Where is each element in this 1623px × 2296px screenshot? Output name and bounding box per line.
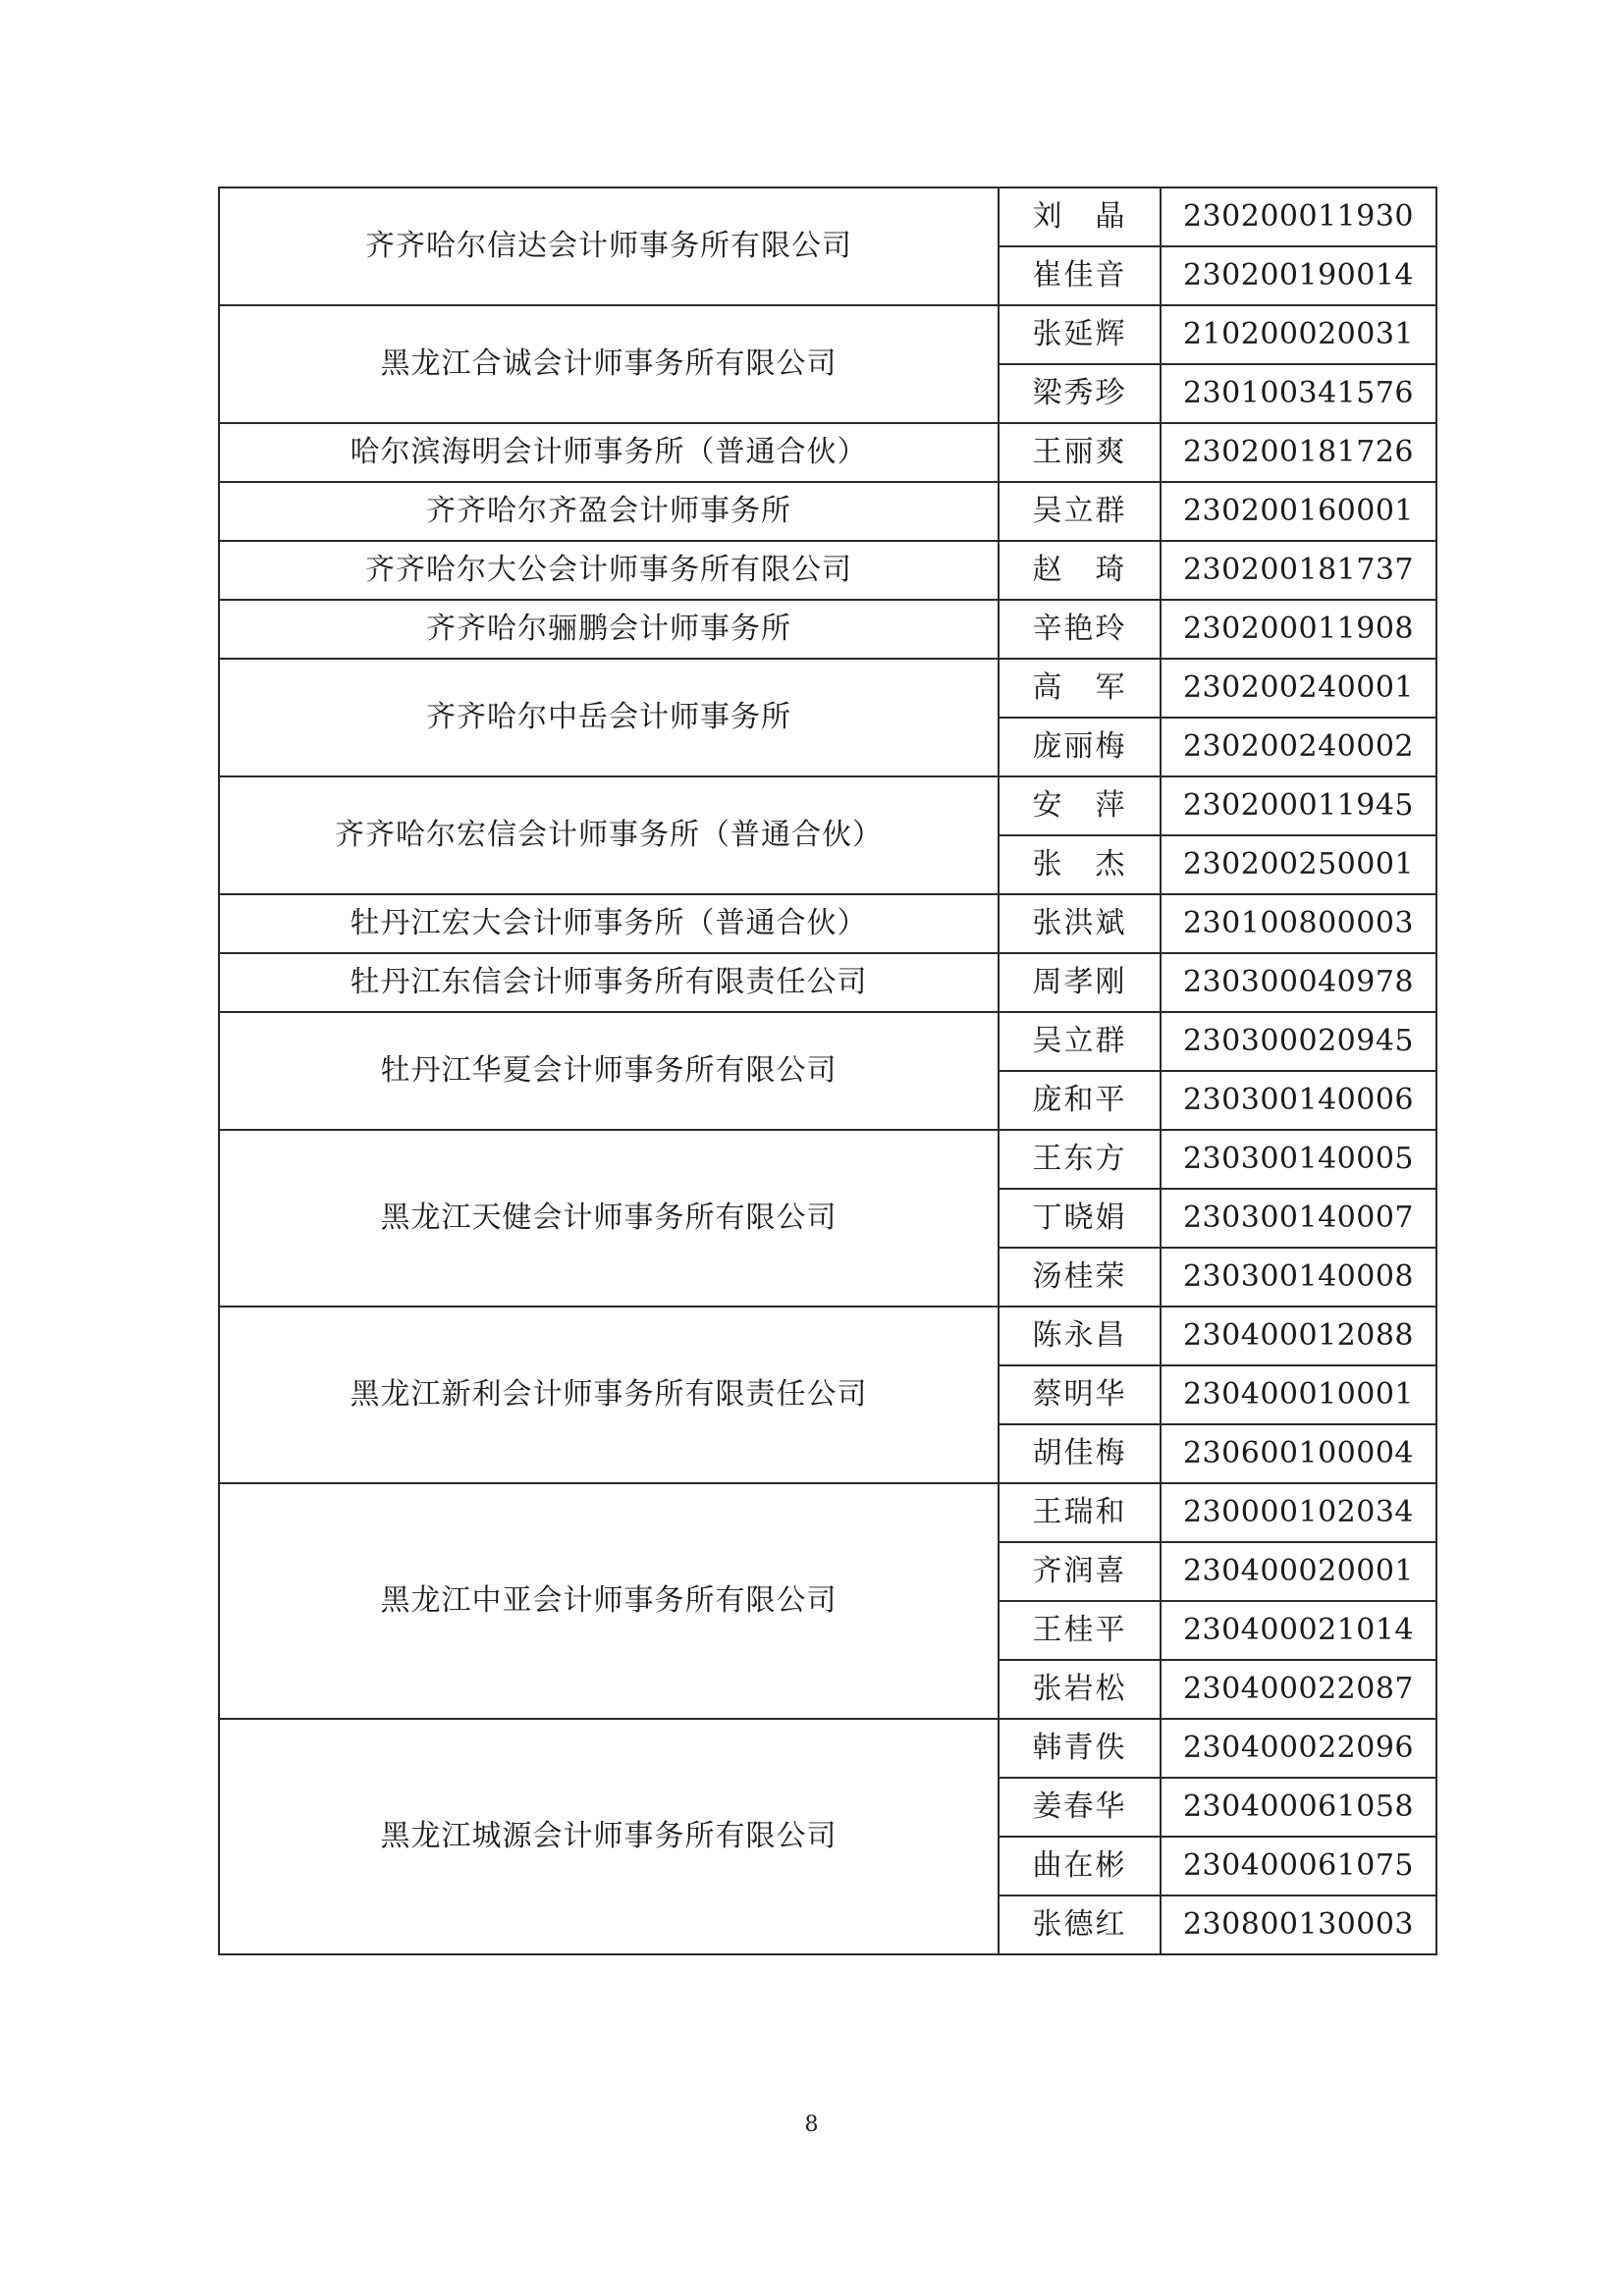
accountant-name-cell: 王瑞和 <box>999 1483 1161 1542</box>
accountant-name-cell: 周孝刚 <box>999 953 1161 1012</box>
accountant-name-cell: 安 萍 <box>999 776 1161 835</box>
firm-name-cell: 黑龙江合诚会计师事务所有限公司 <box>219 305 999 423</box>
certificate-number-cell: 230300140005 <box>1161 1130 1436 1189</box>
accountant-name-cell: 胡佳梅 <box>999 1424 1161 1483</box>
certificate-number-cell: 230300040978 <box>1161 953 1436 1012</box>
certificate-number-cell: 230800130003 <box>1161 1896 1436 1954</box>
accountant-name-cell: 曲在彬 <box>999 1837 1161 1896</box>
page-number: 8 <box>804 2112 819 2137</box>
table-row <box>219 423 1436 482</box>
certificate-number-cell: 230200240001 <box>1161 659 1436 718</box>
firm-name-cell: 齐齐哈尔信达会计师事务所有限公司 <box>219 187 999 305</box>
firm-name-cell: 黑龙江天健会计师事务所有限公司 <box>219 1130 999 1307</box>
certificate-number-cell: 230300140008 <box>1161 1248 1436 1307</box>
table-row <box>219 1130 1436 1189</box>
accountant-name-cell: 齐润喜 <box>999 1542 1161 1601</box>
accountant-name-cell: 辛艳玲 <box>999 600 1161 659</box>
accountant-name-cell: 崔佳音 <box>999 246 1161 305</box>
certificate-number-cell: 230400022096 <box>1161 1719 1436 1778</box>
accountant-name-cell: 丁晓娟 <box>999 1189 1161 1248</box>
certificate-number-cell: 230200011908 <box>1161 600 1436 659</box>
accountant-name-cell: 张德红 <box>999 1896 1161 1954</box>
table-row <box>219 482 1436 541</box>
firm-name-cell: 哈尔滨海明会计师事务所（普通合伙） <box>219 423 999 482</box>
certificate-number-cell: 230200190014 <box>1161 246 1436 305</box>
firm-name-cell: 黑龙江城源会计师事务所有限公司 <box>219 1719 999 1954</box>
firm-name-cell: 黑龙江新利会计师事务所有限责任公司 <box>219 1307 999 1483</box>
table-row <box>219 659 1436 718</box>
roster-table-body <box>219 187 1436 1954</box>
certificate-number-cell: 230400020001 <box>1161 1542 1436 1601</box>
firm-name-cell: 齐齐哈尔中岳会计师事务所 <box>219 659 999 776</box>
accountant-name-cell: 吴立群 <box>999 482 1161 541</box>
certificate-number-cell: 230100800003 <box>1161 894 1436 953</box>
certificate-number-cell: 230200181726 <box>1161 423 1436 482</box>
accountant-name-cell: 王东方 <box>999 1130 1161 1189</box>
certificate-number-cell: 230400022087 <box>1161 1660 1436 1719</box>
certificate-number-cell: 230400010001 <box>1161 1365 1436 1424</box>
certificate-number-cell: 230400061058 <box>1161 1778 1436 1837</box>
table-row <box>219 953 1436 1012</box>
firm-name-cell: 牡丹江宏大会计师事务所（普通合伙） <box>219 894 999 953</box>
accountant-name-cell: 赵 琦 <box>999 541 1161 600</box>
certificate-number-cell: 230400061075 <box>1161 1837 1436 1896</box>
firm-name-cell: 黑龙江中亚会计师事务所有限公司 <box>219 1483 999 1719</box>
firm-name-cell: 齐齐哈尔大公会计师事务所有限公司 <box>219 541 999 600</box>
table-row <box>219 305 1436 364</box>
roster-table-container <box>218 187 1435 1955</box>
accountant-name-cell: 蔡明华 <box>999 1365 1161 1424</box>
certificate-number-cell: 230100341576 <box>1161 364 1436 423</box>
certificate-number-cell: 230200181737 <box>1161 541 1436 600</box>
accountant-name-cell: 王丽爽 <box>999 423 1161 482</box>
table-row <box>219 1719 1436 1778</box>
accountant-name-cell: 陈永昌 <box>999 1307 1161 1365</box>
firm-name-cell: 牡丹江华夏会计师事务所有限公司 <box>219 1012 999 1130</box>
table-row <box>219 1012 1436 1071</box>
certificate-number-cell: 230300140007 <box>1161 1189 1436 1248</box>
accountant-name-cell: 张岩松 <box>999 1660 1161 1719</box>
firm-name-cell: 牡丹江东信会计师事务所有限责任公司 <box>219 953 999 1012</box>
table-row <box>219 776 1436 835</box>
accountant-name-cell: 张 杰 <box>999 835 1161 894</box>
accountant-name-cell: 汤桂荣 <box>999 1248 1161 1307</box>
certificate-number-cell: 230200250001 <box>1161 835 1436 894</box>
accountant-name-cell: 吴立群 <box>999 1012 1161 1071</box>
certificate-number-cell: 210200020031 <box>1161 305 1436 364</box>
accountant-name-cell: 庞丽梅 <box>999 718 1161 776</box>
table-row <box>219 1307 1436 1365</box>
accountant-name-cell: 张洪斌 <box>999 894 1161 953</box>
certificate-number-cell: 230300140006 <box>1161 1071 1436 1130</box>
certificate-number-cell: 230200240002 <box>1161 718 1436 776</box>
accountant-name-cell: 庞和平 <box>999 1071 1161 1130</box>
table-row <box>219 541 1436 600</box>
certificate-number-cell: 230600100004 <box>1161 1424 1436 1483</box>
certificate-number-cell: 230400021014 <box>1161 1601 1436 1660</box>
certificate-number-cell: 230200011945 <box>1161 776 1436 835</box>
certificate-number-cell: 230300020945 <box>1161 1012 1436 1071</box>
accountant-name-cell: 姜春华 <box>999 1778 1161 1837</box>
table-row <box>219 187 1436 246</box>
certificate-number-cell: 230400012088 <box>1161 1307 1436 1365</box>
accountant-name-cell: 刘 晶 <box>999 187 1161 246</box>
firm-name-cell: 齐齐哈尔宏信会计师事务所（普通合伙） <box>219 776 999 894</box>
table-row <box>219 600 1436 659</box>
firm-name-cell: 齐齐哈尔齐盈会计师事务所 <box>219 482 999 541</box>
table-row <box>219 894 1436 953</box>
certificate-number-cell: 230200011930 <box>1161 187 1436 246</box>
firm-name-cell: 齐齐哈尔骊鹏会计师事务所 <box>219 600 999 659</box>
table-row <box>219 1483 1436 1542</box>
accountant-name-cell: 张延辉 <box>999 305 1161 364</box>
accountant-name-cell: 梁秀珍 <box>999 364 1161 423</box>
certificate-number-cell: 230200160001 <box>1161 482 1436 541</box>
accountant-name-cell: 韩青佚 <box>999 1719 1161 1778</box>
certificate-number-cell: 230000102034 <box>1161 1483 1436 1542</box>
accountant-name-cell: 高 军 <box>999 659 1161 718</box>
accountant-roster-table <box>218 187 1437 1955</box>
accountant-name-cell: 王桂平 <box>999 1601 1161 1660</box>
